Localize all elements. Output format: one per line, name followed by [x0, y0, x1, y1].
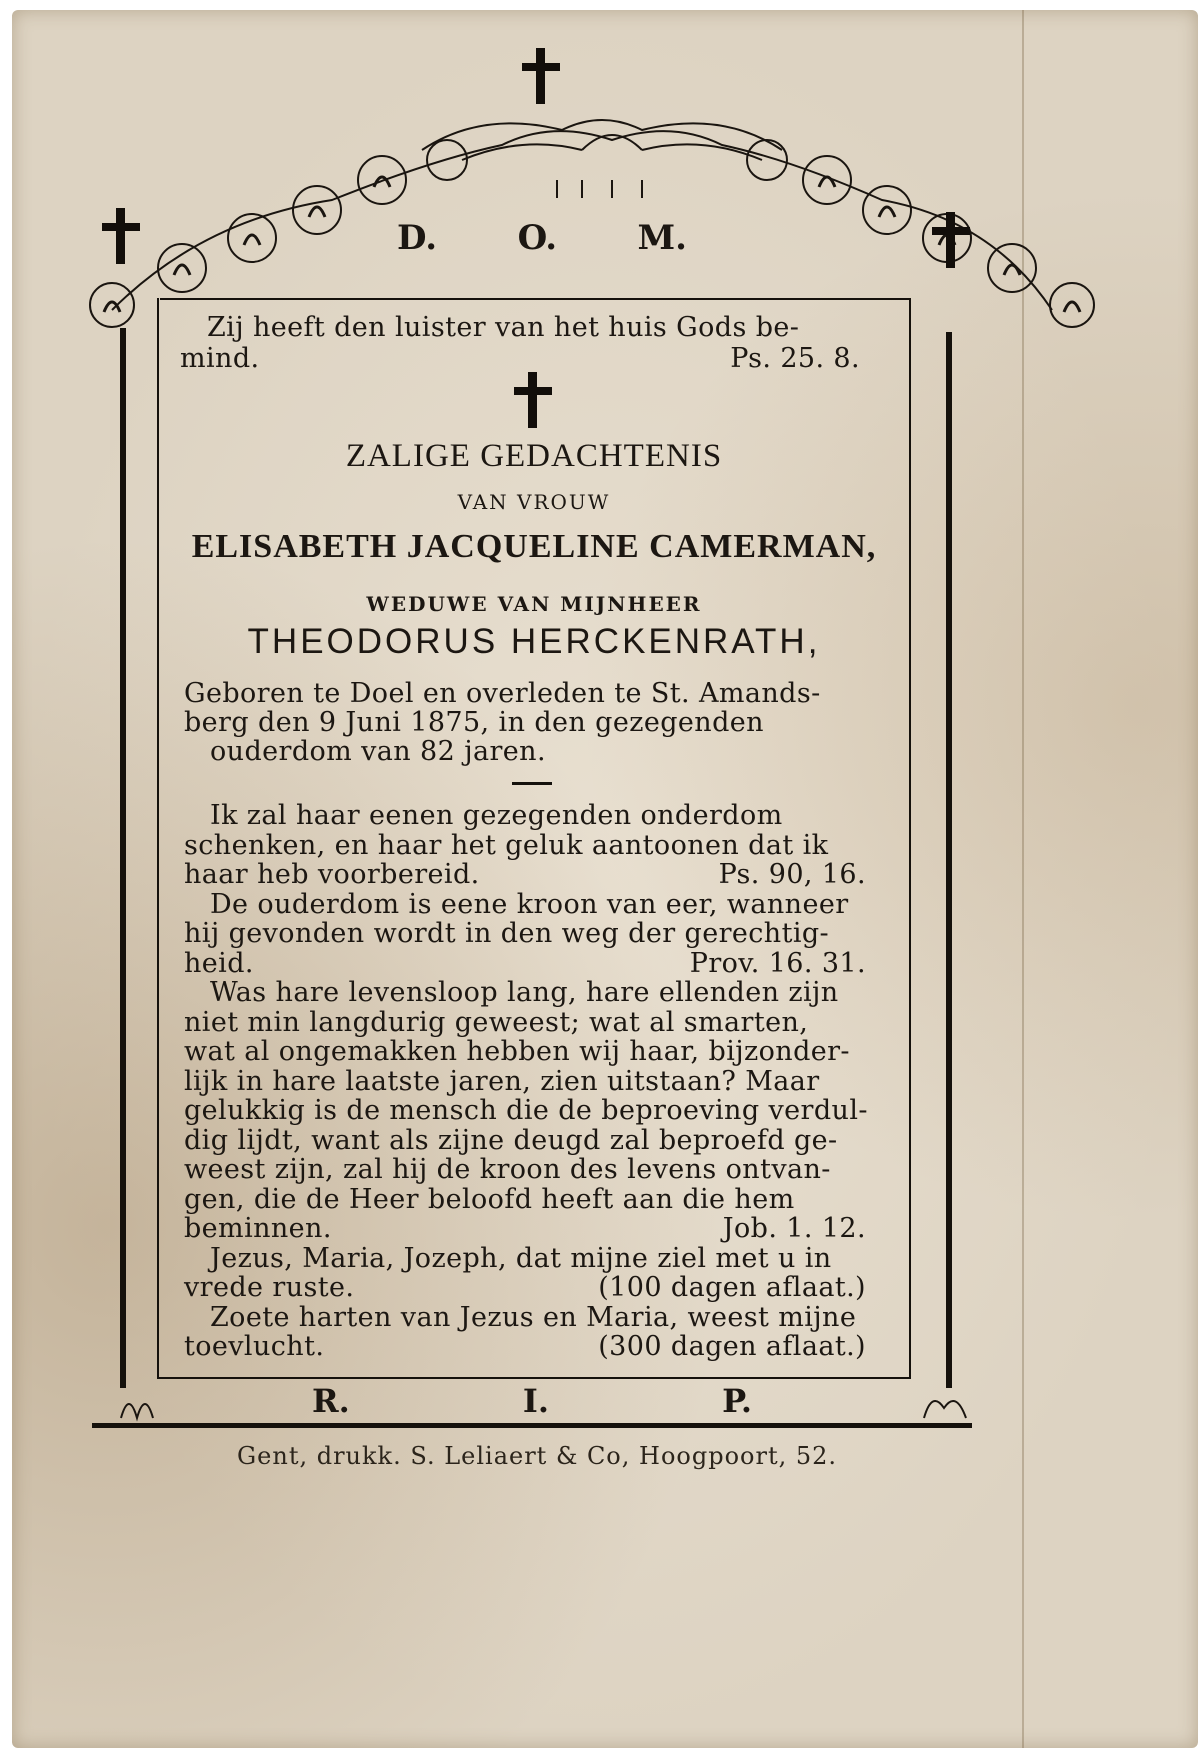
- epigraph-line-1: Zij heeft den luister van het huis Gods be-: [207, 312, 800, 343]
- birth-line-2: berg den 9 Juni 1875, in den gezegenden: [184, 707, 764, 738]
- top-cross-icon: [522, 48, 560, 104]
- left-foot-ornament: [117, 1388, 157, 1422]
- verse-line: heid. Prov. 16. 31.: [184, 947, 866, 979]
- verse-line: Jezus, Maria, Jozeph, dat mijne ziel met u in: [210, 1242, 832, 1274]
- right-foot-ornament: [920, 1388, 970, 1422]
- verse-line: Zoete harten van Jezus en Maria, weest mijne: [210, 1301, 857, 1333]
- verse-line: dig lijdt, want als zijne deugd zal beproefd ge-: [184, 1124, 838, 1156]
- rip-i: I.: [522, 1382, 549, 1420]
- verse-line: vrede ruste. (100 dagen aflaat.): [184, 1272, 866, 1303]
- center-cross-icon: [514, 372, 552, 428]
- epigraph-text: mind.: [180, 343, 260, 374]
- deceased-name: ELISABETH JACQUELINE CAMERMAN,: [191, 528, 877, 565]
- title-weduwe: WEDUWE VAN MIJNHEER: [366, 592, 702, 616]
- birth-line-3: ouderdom van 82 jaren.: [210, 736, 546, 767]
- epigraph-ref: Ps. 25. 8.: [730, 343, 860, 374]
- frame-right-outer: [946, 332, 952, 1388]
- printer-imprint: Gent, drukk. S. Leliaert & Co, Hoogpoort, 52.: [236, 1442, 838, 1470]
- verse-line: Ik zal haar eenen gezegenden onderdom: [210, 800, 783, 831]
- verse-line: gen, die de Heer beloofd heeft aan die hem: [184, 1183, 795, 1215]
- husband-name: THEODORUS HERCKENRATH,: [247, 622, 821, 661]
- verse-line: schenken, en haar het geluk aantoonen dat ik: [184, 829, 829, 861]
- dom-d: D.: [397, 218, 438, 258]
- verse-line: Was hare levensloop lang, hare ellenden zijn: [210, 977, 839, 1008]
- verse-line: weest zijn, zal hij de kroon des levens ontvan-: [184, 1154, 831, 1185]
- rip-r: R.: [312, 1382, 350, 1420]
- epigraph-line-2: [180, 343, 860, 374]
- right-cross-icon: [932, 212, 970, 268]
- frame-bottom-outer: [92, 1423, 972, 1428]
- verse-line: haar heb voorbereid. Ps. 90, 16.: [184, 859, 866, 890]
- verse-line: niet min langdurig geweest; wat al smarten,: [184, 1006, 809, 1038]
- dom-m: M.: [637, 218, 687, 258]
- verse-line: hij gevonden wordt in den weg der gerechtig-: [184, 918, 830, 949]
- dom-o: O.: [517, 218, 558, 258]
- verses-block: [184, 800, 896, 1361]
- verse-line: lijk in hare laatste jaren, zien uitstaan? Maar: [184, 1065, 820, 1097]
- verse-line: De ouderdom is eene kroon van eer, wanneer: [210, 888, 849, 920]
- birth-line-1: Geboren te Doel en overleden te St. Amands-: [184, 678, 821, 709]
- separator-dash: [512, 782, 552, 785]
- title-van-vrouw: VAN VROUW: [457, 490, 611, 514]
- verse-line: beminnen. Job. 1. 12.: [184, 1213, 866, 1244]
- verse-line: wat al ongemakken hebben wij haar, bijzonder-: [184, 1036, 850, 1067]
- title-zalige: ZALIGE GEDACHTENIS: [345, 438, 723, 474]
- dom-header: [397, 218, 687, 258]
- memorial-card: [12, 10, 1198, 1748]
- rip-footer: [312, 1382, 752, 1420]
- frame-top: [160, 298, 910, 300]
- verse-line: gelukkig is de mensch die de beproeving verdul-: [184, 1095, 868, 1126]
- left-cross-icon: [102, 208, 140, 264]
- frame-bottom-inner: [157, 1377, 911, 1379]
- rip-p: P.: [722, 1382, 752, 1420]
- verse-line: toevlucht. (300 dagen aflaat.): [184, 1331, 866, 1362]
- frame-left-outer: [120, 328, 126, 1388]
